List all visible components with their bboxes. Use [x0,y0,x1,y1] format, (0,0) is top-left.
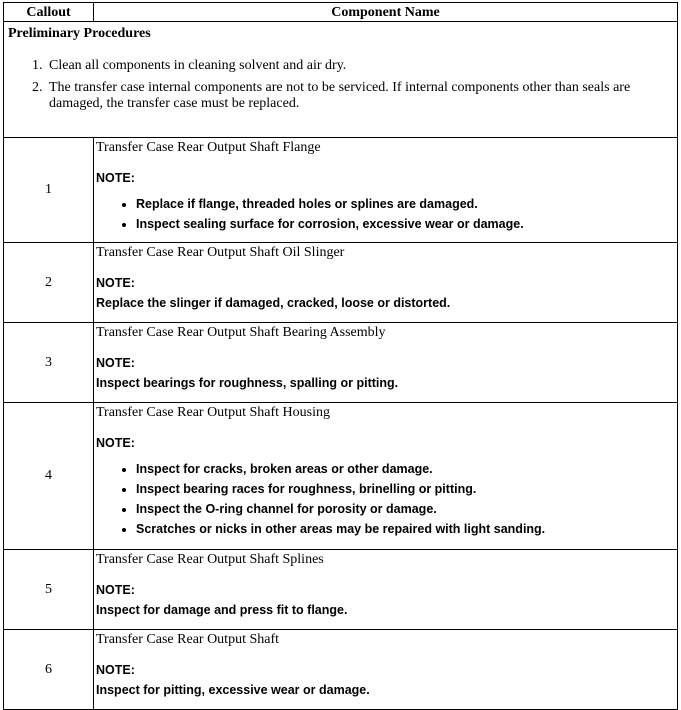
components-table [3,2,678,710]
component-cell [94,630,678,710]
note-item: • Replace if flange, threaded holes or splines are damaged. [136,194,673,214]
note-item: • Inspect the O-ring channel for porosity or damage. [136,499,673,519]
header-row [4,3,678,22]
component-cell [94,138,678,243]
preliminary-row [4,22,678,138]
header-component-name: Component Name [94,3,678,22]
preliminary-step: 1. Clean all components in cleaning solvent and air dry. [46,58,673,74]
component-cell [94,243,678,323]
component-name: Transfer Case Rear Output Shaft Splines [96,552,324,567]
preliminary-title: Preliminary Procedures [8,26,151,41]
note-label: NOTE: [96,583,135,597]
note-text: Replace the slinger if damaged, cracked, loose or distorted. [96,296,451,310]
callout-number: 6 [4,630,94,710]
table-row [4,630,678,710]
header-callout: Callout [4,3,94,22]
preliminary-steps [8,58,673,112]
note-label: NOTE: [96,436,135,450]
note-item: • Inspect sealing surface for corrosion, excessive wear or damage. [136,214,673,234]
table-row [4,403,678,550]
table-row [4,243,678,323]
component-cell [94,550,678,630]
note-list [96,194,673,234]
note-text: Inspect for damage and press fit to flange. [96,603,348,617]
note-item: • Scratches or nicks in other areas may be repaired with light sanding. [136,519,673,539]
note-text: Inspect bearings for roughness, spalling or pitting. [96,376,399,390]
component-name: Transfer Case Rear Output Shaft [96,632,280,647]
note-label: NOTE: [96,356,135,370]
component-name: Transfer Case Rear Output Shaft Oil Slinger [96,245,345,260]
note-item: • Inspect bearing races for roughness, brinelling or pitting. [136,479,673,499]
callout-number: 3 [4,323,94,403]
callout-number: 1 [4,138,94,243]
component-cell [94,403,678,550]
table-row [4,550,678,630]
component-name: Transfer Case Rear Output Shaft Flange [96,140,321,155]
note-label: NOTE: [96,663,135,677]
callout-number: 5 [4,550,94,630]
component-name: Transfer Case Rear Output Shaft Housing [96,405,330,420]
component-name: Transfer Case Rear Output Shaft Bearing Assembly [96,325,386,340]
preliminary-step: 2. The transfer case internal components are not to be serviced. If internal components other than seals are damaged, the transfer case must be replaced. [46,80,673,112]
note-label: NOTE: [96,276,135,290]
note-item: • Inspect for cracks, broken areas or other damage. [136,459,673,479]
table-row [4,323,678,403]
callout-number: 2 [4,243,94,323]
note-label: NOTE: [96,171,135,185]
component-cell [94,323,678,403]
table-row [4,138,678,243]
note-list [96,459,673,539]
note-text: Inspect for pitting, excessive wear or damage. [96,683,370,697]
preliminary-cell [4,22,678,138]
callout-number: 4 [4,403,94,550]
